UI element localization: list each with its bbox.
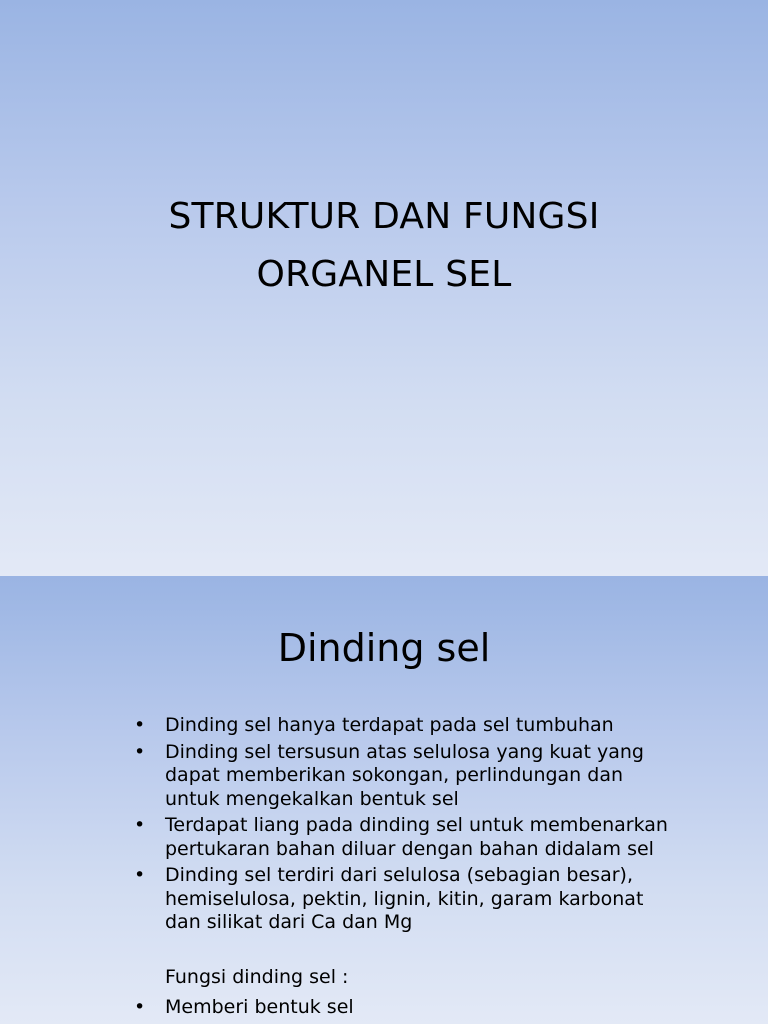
bullet-text-line: Dinding sel terdiri dari selulosa (sebagian besar), [165, 864, 633, 886]
bullet-text [165, 864, 708, 935]
bullet-icon: • [134, 864, 146, 886]
bullet-item [0, 814, 768, 861]
slide-title-line-2: ORGANEL SEL [256, 254, 512, 295]
slide-title [0, 188, 768, 304]
bullet-text-line: pertukaran bahan diluar dengan bahan didalam sel [165, 837, 654, 860]
bullet-text-line: untuk mengekalkan bentuk sel [165, 787, 459, 810]
slide-heading: Dinding sel [277, 626, 491, 670]
bullet-text-line: Terdapat liang pada dinding sel untuk membenarkan [165, 814, 668, 836]
bullet-text-line: dan silikat dari Ca dan Mg [165, 911, 413, 933]
slide-title-line-1: STRUKTUR DAN FUNGSI [168, 196, 600, 237]
function-bullet-text: Memberi bentuk sel [165, 996, 354, 1018]
bullet-text [165, 741, 708, 812]
function-heading: Fungsi dinding sel : [165, 966, 349, 988]
function-bullet-item [0, 996, 768, 1020]
bullet-icon: • [134, 814, 146, 836]
bullet-text-line: Dinding sel tersusun atas selulosa yang kuat yang [165, 740, 644, 763]
bullet-item [0, 714, 768, 738]
bullet-text [165, 814, 708, 861]
bullet-item [0, 741, 768, 812]
bullet-text-line: Dinding sel hanya terdapat pada sel tumbuhan [165, 714, 614, 736]
bullet-text-line: dapat memberikan sokongan, perlindungan dan [165, 764, 624, 786]
bullet-icon: • [134, 740, 146, 763]
bullet-text-line: hemiselulosa, pektin, lignin, kitin, garam karbonat [165, 887, 644, 910]
bullet-list [0, 714, 768, 938]
bullet-icon: • [134, 714, 146, 736]
bullet-icon: • [134, 996, 146, 1018]
bullet-item [0, 864, 768, 935]
content-slide [0, 576, 768, 1024]
bullet-text [165, 714, 708, 738]
